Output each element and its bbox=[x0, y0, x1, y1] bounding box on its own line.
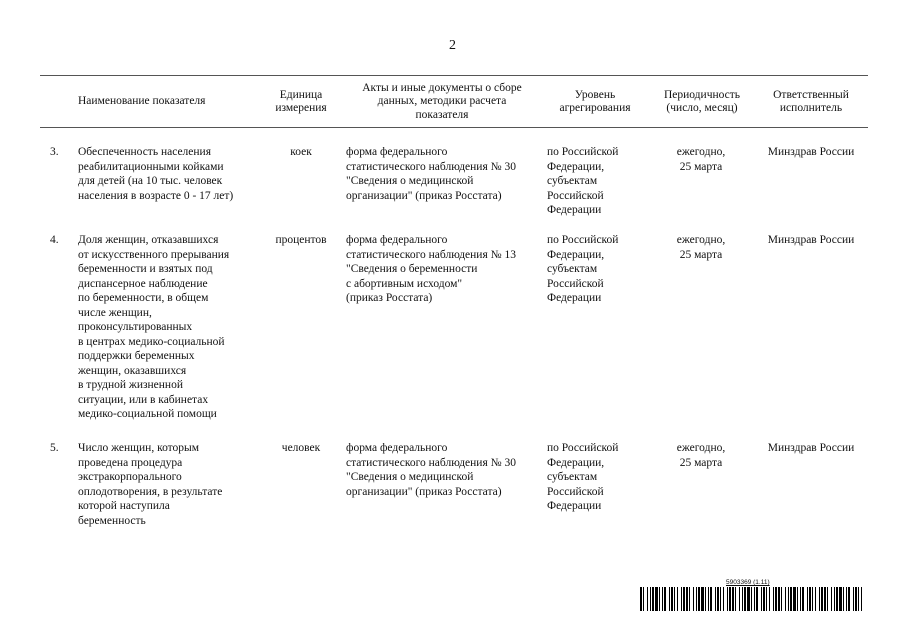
row-number: 4. bbox=[50, 234, 59, 246]
unit-of-measure: коек bbox=[290, 146, 312, 158]
row-number: 3. bbox=[50, 146, 59, 158]
unit-of-measure: человек bbox=[281, 442, 321, 454]
table-top-rule bbox=[40, 75, 868, 76]
header-acts: Акты и иные документы о сборе данных, методики расчета показателя bbox=[362, 81, 522, 121]
responsible-executor: Минздрав России bbox=[767, 234, 855, 246]
data-source-acts: форма федерального статистического наблюдения № 30 "Сведения о медицинской организации" (приказ Росстата) bbox=[346, 146, 516, 202]
periodicity: ежегодно, 25 марта bbox=[676, 234, 726, 261]
periodicity: ежегодно, 25 марта bbox=[676, 442, 726, 469]
indicator-name: Число женщин, которым проведена процедура экстракорпорального оплодотворения, в результате которой наступила беременность bbox=[78, 442, 223, 527]
header-period: Периодичность (число, месяц) bbox=[663, 88, 741, 114]
page-number: 2 bbox=[449, 38, 456, 53]
indicator-name: Обеспеченность населения реабилитационными койками для детей (на 10 тыс. человек населения в возрасте 0 - 17 лет) bbox=[78, 146, 234, 202]
data-source-acts: форма федерального статистического наблюдения № 13 "Сведения о беременности с абортивным исходом" (приказ Росстата) bbox=[346, 234, 516, 304]
header-level: Уровень агрегирования bbox=[559, 88, 631, 114]
indicator-name: Доля женщин, отказавшихся от искусственного прерывания беременности и взятых под диспансерное наблюдение по беременности, в общем числе женщин, проконсультированных в центрах медико-социальной поддержки беременных женщин, оказавшихся в трудной жизненной ситуации, или в кабинетах медико-социальной помощи bbox=[78, 234, 230, 420]
periodicity: ежегодно, 25 марта bbox=[676, 146, 726, 173]
barcode bbox=[640, 587, 862, 611]
header-name: Наименование показателя bbox=[78, 95, 206, 108]
unit-of-measure: процентов bbox=[275, 234, 327, 246]
aggregation-level: по Российской Федерации, субъектам Российской Федерации bbox=[547, 442, 619, 512]
table-header-rule bbox=[40, 127, 868, 128]
header-responsible: Ответственный исполнитель bbox=[773, 88, 849, 114]
data-source-acts: форма федерального статистического наблюдения № 30 "Сведения о медицинской организации" (приказ Росстата) bbox=[346, 442, 516, 498]
responsible-executor: Минздрав России bbox=[767, 442, 855, 454]
aggregation-level: по Российской Федерации, субъектам Российской Федерации bbox=[547, 234, 619, 304]
aggregation-level: по Российской Федерации, субъектам Российской Федерации bbox=[547, 146, 619, 216]
header-unit: Единица измерения bbox=[275, 88, 327, 114]
responsible-executor: Минздрав России bbox=[767, 146, 855, 158]
row-number: 5. bbox=[50, 442, 59, 454]
barcode-number: 5903369 (1.11) bbox=[726, 579, 770, 586]
